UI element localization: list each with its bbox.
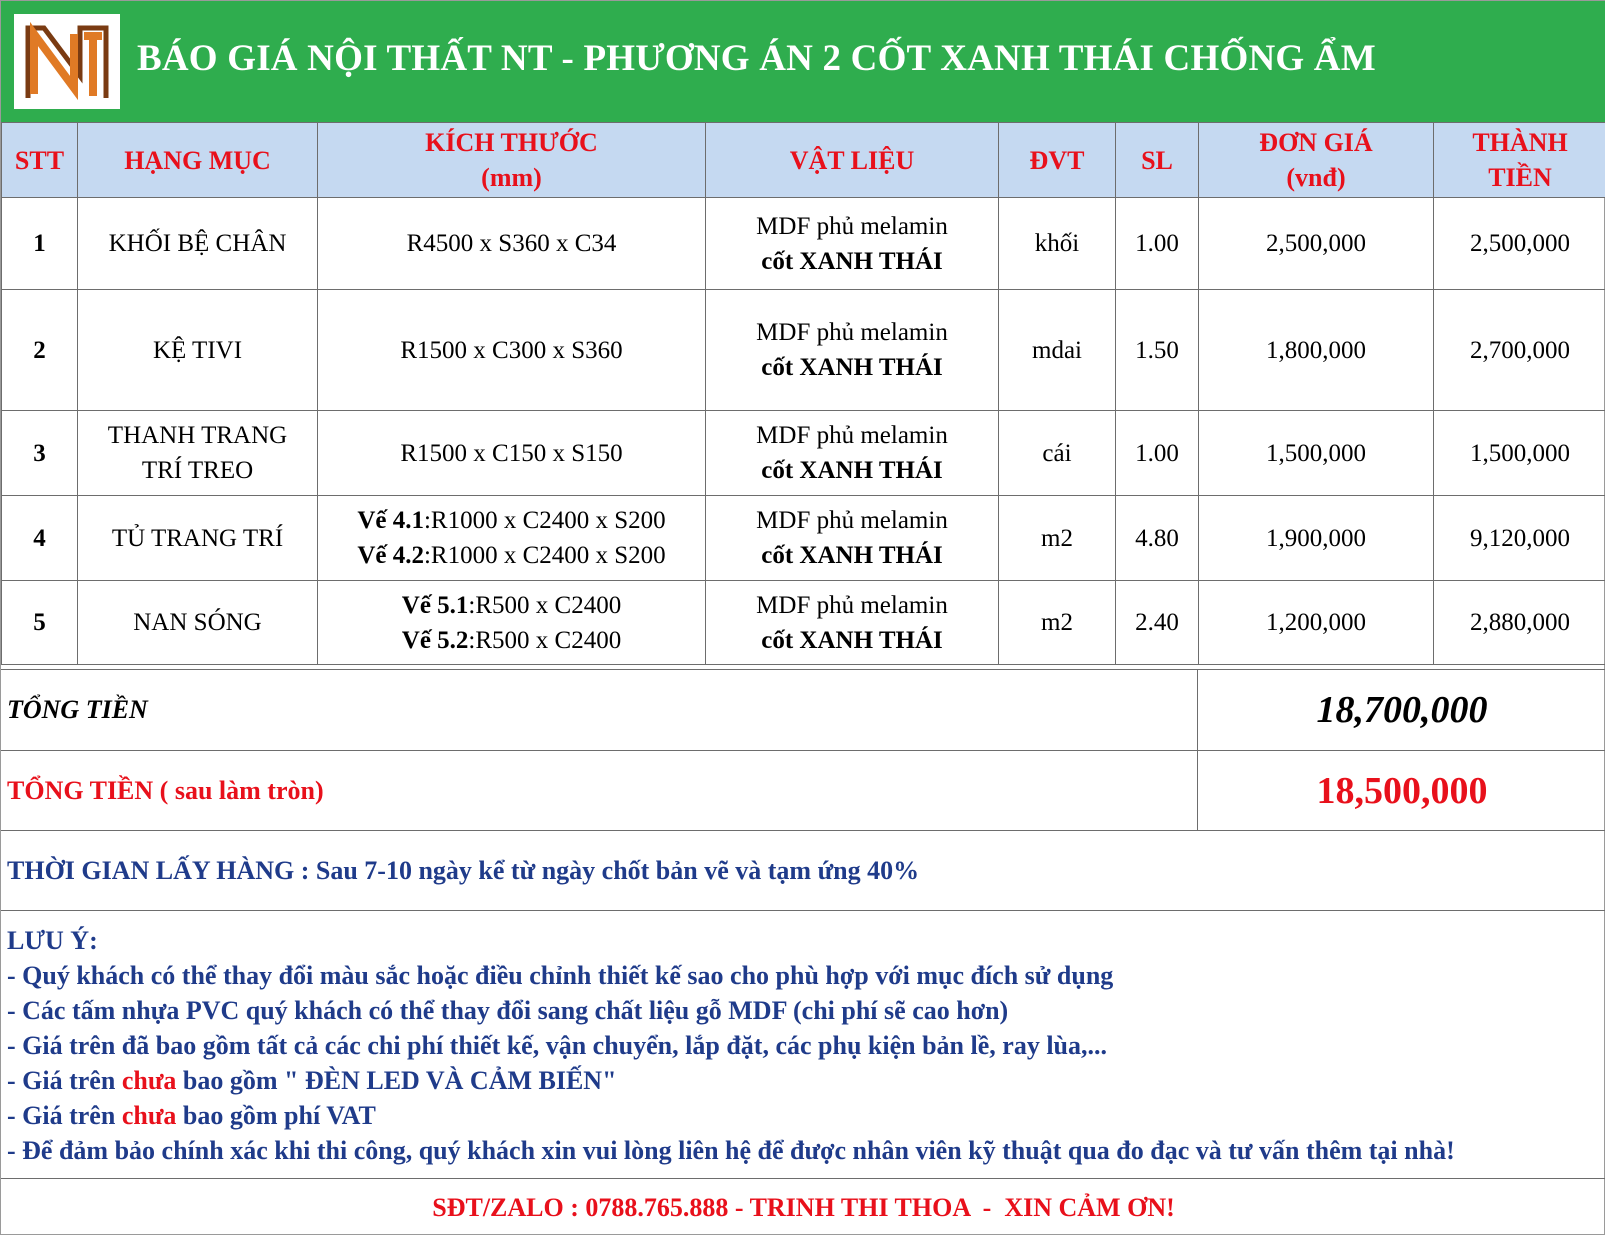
cell-dvt: cái [999, 411, 1116, 496]
size-part-value: :R1000 x C2400 x S200 [423, 542, 666, 569]
nt-logo-icon [14, 14, 120, 109]
col-stt: STT [2, 123, 78, 198]
material-line-2: cốt XANH THÁI [761, 354, 943, 381]
cell-hang-muc: KỆ TIVI [78, 290, 318, 411]
cell-stt: 1 [2, 198, 78, 290]
note-line [7, 1063, 1605, 1098]
cell-dvt: mdai [999, 290, 1116, 411]
cell-vat-lieu [706, 411, 999, 496]
cell-stt: 4 [2, 496, 78, 581]
cell-kich-thuoc: R1500 x C300 x S360 [318, 290, 706, 411]
col-don-gia [1199, 123, 1434, 198]
cell-hang-muc: KHỐI BỆ CHÂN [78, 198, 318, 290]
col-kich-thuoc-line-1: KÍCH THƯỚC [425, 128, 598, 157]
cell-sl: 4.80 [1116, 496, 1199, 581]
cell-thanh-tien: 9,120,000 [1434, 496, 1605, 581]
cell-don-gia: 1,900,000 [1199, 496, 1434, 581]
col-kich-thuoc-line-2: (mm) [481, 163, 542, 192]
material-line-1: MDF phủ melamin [756, 507, 948, 534]
note-highlight: chưa [121, 1066, 177, 1095]
col-sl: SL [1116, 123, 1199, 198]
size-line-1 [318, 588, 705, 623]
note-line: - Quý khách có thể thay đổi màu sắc hoặc điều chỉnh thiết kế sao cho phù hợp với mục đích sử dụng [7, 961, 1114, 990]
size-part-label: Vế 4.2 [357, 542, 424, 569]
nt-logo [14, 14, 120, 109]
total-row [1, 669, 1605, 750]
note-text: bao gồm phí VAT [176, 1101, 376, 1130]
cell-thanh-tien: 2,880,000 [1434, 581, 1605, 665]
cell-hang-muc: TỦ TRANG TRÍ [78, 496, 318, 581]
material-line-2: cốt XANH THÁI [761, 247, 943, 275]
size-part-label: Vế 5.2 [401, 626, 469, 654]
table-row [2, 496, 1605, 581]
page-title: BÁO GIÁ NỘI THẤT NT - PHƯƠNG ÁN 2 CỐT XANH THÁI CHỐNG ẨM [137, 38, 1376, 79]
col-kich-thuoc [318, 123, 706, 198]
cell-dvt: khối [999, 198, 1116, 290]
item-line-2: TRÍ TREO [141, 457, 254, 484]
table-header-row [2, 123, 1605, 198]
material-line-1: MDF phủ melamin [756, 591, 948, 619]
cell-sl: 2.40 [1116, 581, 1199, 665]
cell-stt: 3 [2, 411, 78, 496]
col-hang-muc: HẠNG MỤC [78, 123, 318, 198]
cell-sl: 1.00 [1116, 411, 1199, 496]
col-thanh-tien [1434, 123, 1605, 198]
col-vat-lieu: VẬT LIỆU [706, 123, 999, 198]
rounded-total-value: 18,500,000 [1316, 769, 1488, 812]
cell-thanh-tien: 2,500,000 [1434, 198, 1605, 290]
material-line-1: MDF phủ melamin [756, 422, 948, 449]
size-part-value: :R500 x C2400 [468, 626, 622, 654]
total-value: 18,700,000 [1316, 689, 1488, 731]
col-thanh-tien-line-2: TIỀN [1488, 163, 1552, 192]
cell-don-gia: 1,200,000 [1199, 581, 1434, 665]
cell-kich-thuoc: R1500 x C150 x S150 [318, 411, 706, 496]
cell-stt: 2 [2, 290, 78, 411]
table-row [2, 581, 1605, 665]
size-line-2 [318, 538, 705, 573]
size-line-2 [318, 623, 705, 658]
size-part-value: :R500 x C2400 [468, 591, 622, 619]
size-part-label: Vế 5.1 [401, 591, 469, 619]
size-line-1 [318, 503, 705, 538]
notes-section [1, 911, 1605, 1179]
material-line-2: cốt XANH THÁI [761, 457, 943, 484]
rounded-total-label: TỔNG TIỀN ( sau làm tròn) [1, 751, 1198, 830]
col-thanh-tien-line-1: THÀNH [1472, 128, 1568, 157]
cell-kich-thuoc [318, 496, 706, 581]
cell-dvt: m2 [999, 581, 1116, 665]
table-row [2, 290, 1605, 411]
cell-kich-thuoc: R4500 x S360 x C34 [318, 198, 706, 290]
cell-don-gia: 1,800,000 [1199, 290, 1434, 411]
cell-sl: 1.50 [1116, 290, 1199, 411]
table-row [2, 411, 1605, 496]
note-line: - Để đảm bảo chính xác khi thi công, quý khách xin vui lòng liên hệ để được nhân viên kỹ thuật qua đo đạc và tư vấn thêm tại nhà! [7, 1136, 1455, 1165]
cell-hang-muc: NAN SÓNG [78, 581, 318, 665]
delivery-time: THỜI GIAN LẤY HÀNG : Sau 7-10 ngày kể từ ngày chốt bản vẽ và tạm ứng 40% [1, 831, 1605, 911]
material-line-1: MDF phủ melamin [756, 212, 948, 240]
note-text: - Giá trên [7, 1101, 122, 1130]
cell-kich-thuoc [318, 581, 706, 665]
rounded-total-row [1, 750, 1605, 831]
quotation-table [1, 122, 1605, 665]
cell-vat-lieu [706, 290, 999, 411]
cell-vat-lieu [706, 198, 999, 290]
note-highlight: chưa [121, 1101, 177, 1130]
col-don-gia-line-1: ĐƠN GIÁ [1259, 128, 1373, 157]
material-line-2: cốt XANH THÁI [761, 626, 943, 654]
note-text: bao gồm " ĐÈN LED VÀ CẢM BIẾN" [176, 1066, 617, 1095]
size-part-label: Vế 4.1 [357, 507, 424, 534]
note-line [7, 1098, 1605, 1133]
material-line-2: cốt XANH THÁI [761, 542, 943, 569]
cell-vat-lieu [706, 581, 999, 665]
item-line-1: THANH TRANG [107, 422, 288, 449]
cell-don-gia: 2,500,000 [1199, 198, 1434, 290]
cell-hang-muc [78, 411, 318, 496]
total-label: TỔNG TIỀN [1, 670, 1198, 750]
cell-stt: 5 [2, 581, 78, 665]
title-bar [1, 1, 1605, 122]
notes-heading: LƯU Ý: [7, 926, 98, 955]
cell-don-gia: 1,500,000 [1199, 411, 1434, 496]
table-row [2, 198, 1605, 290]
col-don-gia-line-2: (vnđ) [1286, 163, 1346, 192]
note-text: - Giá trên [7, 1066, 122, 1095]
col-dvt: ĐVT [999, 123, 1116, 198]
cell-thanh-tien: 2,700,000 [1434, 290, 1605, 411]
material-line-1: MDF phủ melamin [756, 319, 948, 346]
cell-vat-lieu [706, 496, 999, 581]
size-part-value: :R1000 x C2400 x S200 [423, 507, 666, 534]
cell-thanh-tien: 1,500,000 [1434, 411, 1605, 496]
contact-footer: SĐT/ZALO : 0788.765.888 - TRINH THI THOA - XIN CẢM ƠN! [432, 1192, 1175, 1222]
cell-sl: 1.00 [1116, 198, 1199, 290]
note-line: - Giá trên đã bao gồm tất cả các chi phí thiết kế, vận chuyển, lắp đặt, các phụ kiện bản lề, ray lùa,... [7, 1031, 1107, 1060]
cell-dvt: m2 [999, 496, 1116, 581]
note-line: - Các tấm nhựa PVC quý khách có thể thay đổi sang chất liệu gỗ MDF (chi phí sẽ cao hơn) [7, 996, 1009, 1025]
